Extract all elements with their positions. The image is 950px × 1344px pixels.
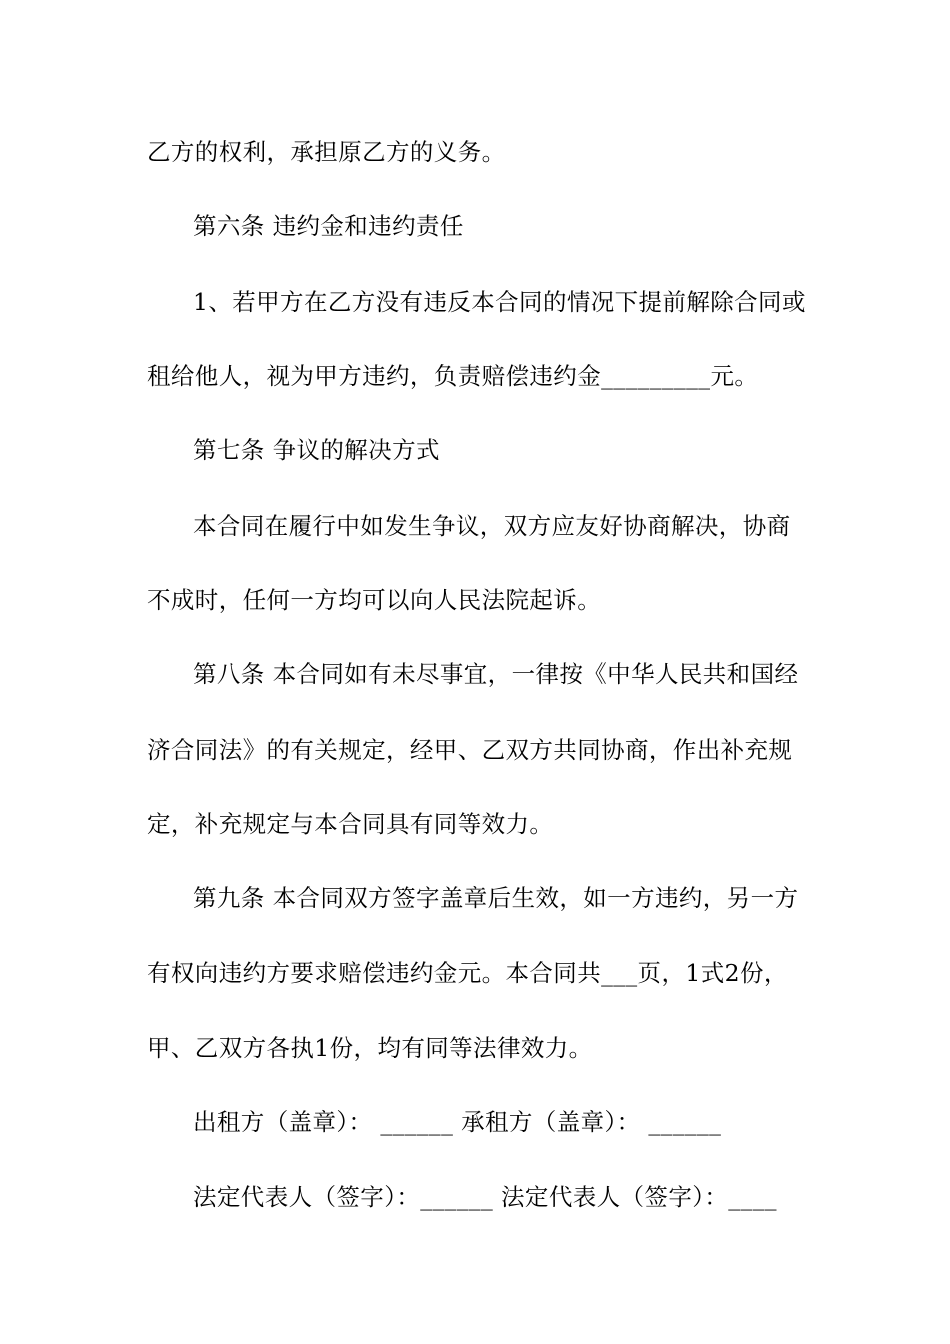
paragraph-line: 1、若甲方在乙方没有违反本合同的情况下提前解除合同或 — [193, 288, 806, 316]
paragraph-line: 有权向违约方要求赔偿违约金元。本合同共___页，1式2份， — [147, 959, 788, 987]
article-7-heading: 第七条 争议的解决方式 — [193, 436, 440, 464]
paragraph-line: 定，补充规定与本合同具有同等效力。 — [147, 810, 554, 838]
signature-line: 法定代表人（签字）：______ 法定代表人（签字）：____ — [193, 1183, 777, 1211]
article-8-line: 第八条 本合同如有未尽事宜，一律按《中华人民共和国经 — [193, 660, 799, 688]
article-9-line: 第九条 本合同双方签字盖章后生效，如一方违约，另一方 — [193, 884, 799, 912]
seal-line: 出租方（盖章）： ______ 承租方（盖章）： ______ — [193, 1108, 722, 1136]
paragraph-line: 租给他人，视为甲方违约，负责赔偿违约金_________元。 — [147, 362, 759, 390]
paragraph-line: 不成时，任何一方均可以向人民法院起诉。 — [147, 586, 602, 614]
paragraph-line: 甲、乙双方各执1份，均有同等法律效力。 — [147, 1034, 593, 1062]
paragraph-line: 乙方的权利，承担原乙方的义务。 — [147, 138, 506, 166]
article-6-heading: 第六条 违约金和违约责任 — [193, 212, 464, 240]
paragraph-line: 济合同法》的有关规定，经甲、乙双方共同协商，作出补充规 — [147, 736, 793, 764]
paragraph-line: 本合同在履行中如发生争议，双方应友好协商解决，协商 — [193, 512, 791, 540]
